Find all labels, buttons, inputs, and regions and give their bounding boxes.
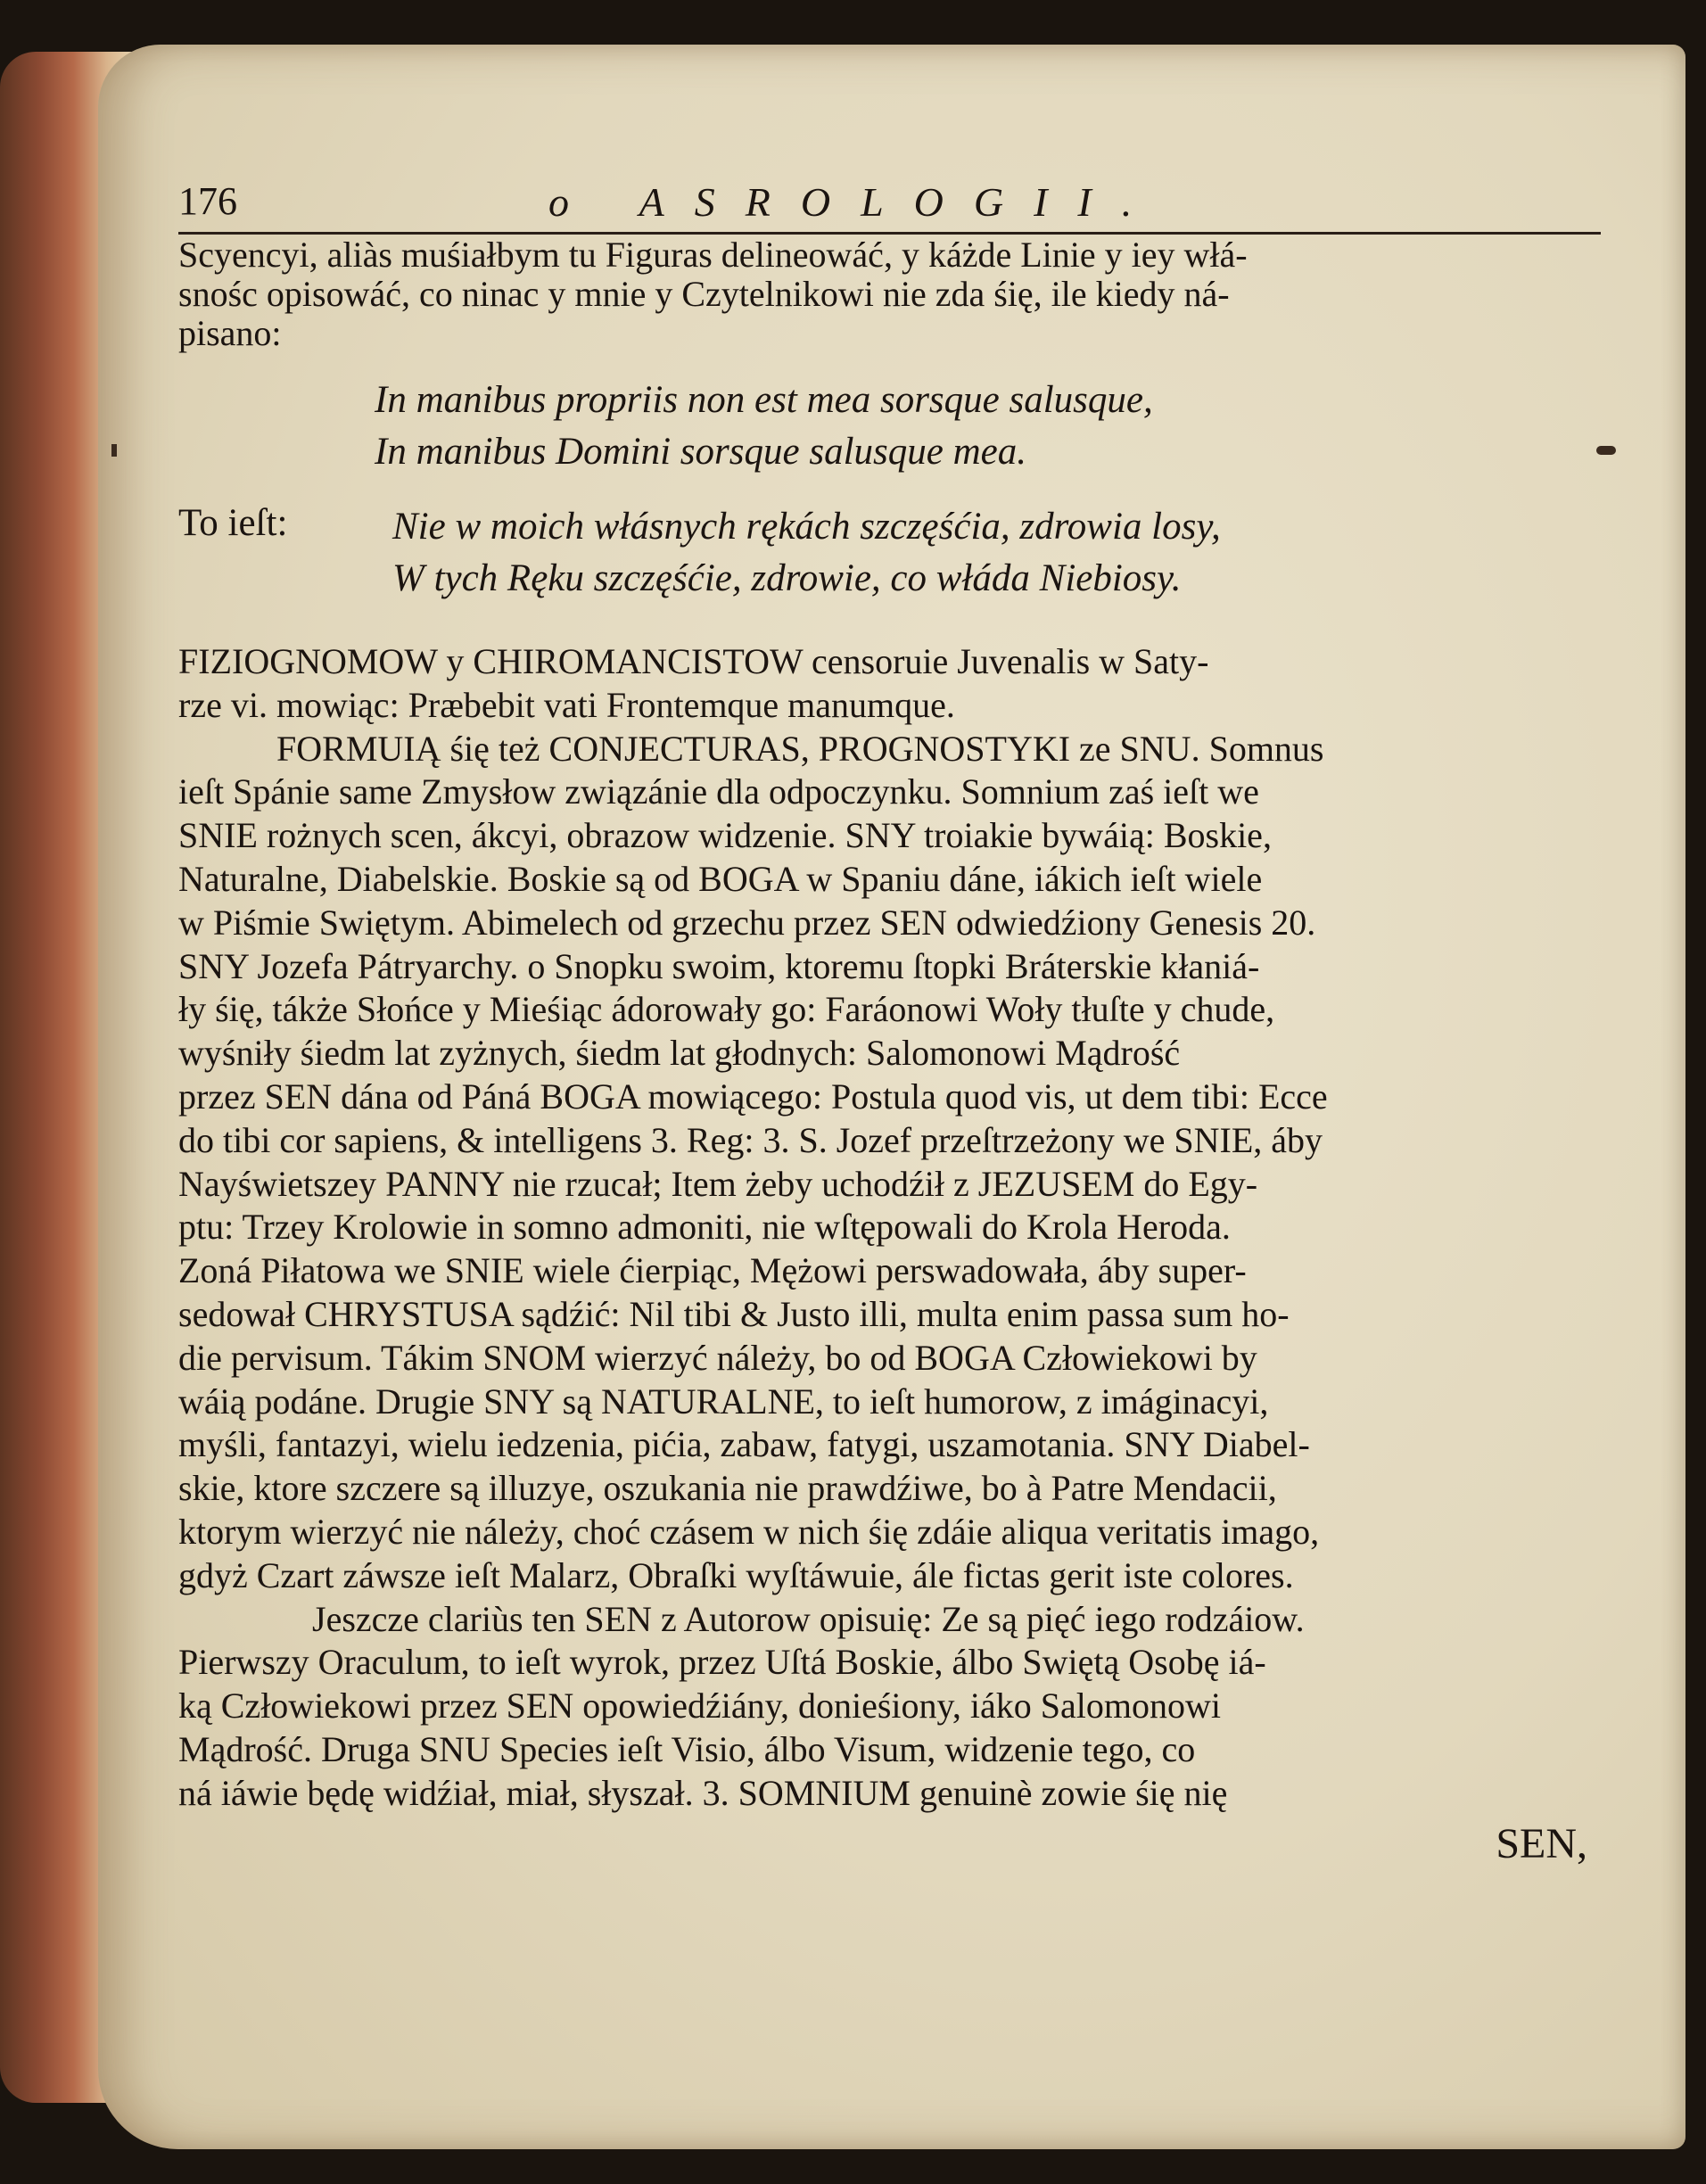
text-line: sedował CHRYSTUSA sądźić: Nil tibi & Justo illi, multa enim passa sum ho-	[178, 1293, 1290, 1334]
text-line: ptu: Trzey Krolowie in somno admoniti, nie wſtępowali do Krola Heroda.	[178, 1207, 1231, 1248]
text-line: wáią podáne. Drugie SNY są NATURALNE, to ieſt humorow, z imáginacyi,	[178, 1380, 1269, 1422]
latin-verse	[375, 375, 1605, 478]
verse-line: In manibus propriis non est mea sorsque salusque,	[375, 379, 1153, 421]
text-line: Jeszcze clariùs ten SEN z Autorow opisuię: Ze są pięć iego rodzáiow.	[312, 1598, 1305, 1639]
text-line: SNY Jozefa Pátryarchy. o Snopku swoim, ktoremu ſtopki Bráterskie kłaniá-	[178, 945, 1260, 986]
page-content	[178, 178, 1605, 1912]
verse-line: W tych Ręku szczęśćie, zdrowie, co włáda Niebiosy.	[392, 557, 1182, 599]
text-line: ktorym wierzyć nie náleży, choć czásem w nich śię zdáie aliqua veritatis imago,	[178, 1511, 1320, 1552]
polish-verse	[178, 501, 1605, 605]
text-line: FIZIOGNOMOW y CHIROMANCISTOW censoruie Juvenalis w Saty-	[178, 641, 1209, 681]
text-line: Zoná Piłatowa we SNIE wiele ćierpiąc, Mężowi perswadowała, áby super-	[178, 1250, 1247, 1291]
text-line: SNIE rożnych scen, ákcyi, obrazow widzenie. SNY troiakie bywáią: Boskie,	[178, 815, 1272, 856]
running-title: o ASROLOGII.	[548, 179, 1163, 225]
text-line: skie, ktore szczere są illuzye, oszukania nie prawdźiwe, bo à Patre Mendacii,	[178, 1468, 1277, 1509]
text-line: do tibi cor sapiens, & intelligens 3. Reg: 3. S. Jozef przeſtrzeżony we SNIE, áby	[178, 1119, 1323, 1160]
text-line: die pervisum. Tákim SNOM wierzyć náleży, bo od BOGA Człowiekowi by	[178, 1337, 1257, 1378]
text-line: w Piśmie Swiętym. Abimelech od grzechu przez SEN odwiedźiony Genesis 20.	[178, 902, 1316, 943]
text-line: ką Człowiekowi przez SEN opowiedźiány, donieśiony, iáko Salomonowi	[178, 1685, 1222, 1727]
text-line: przez SEN dána od Páná BOGA mowiącego: Postula quod vis, ut dem tibi: Ecce	[178, 1076, 1328, 1117]
text-line: Pierwszy Oraculum, to ieſt wyrok, przez Uſtá Boskie, álbo Swiętą Osobę iá-	[178, 1642, 1266, 1683]
text-line: ieſt Spánie same Zmysłow związánie dla odpoczynku. Somnium zaś ieſt we	[178, 771, 1259, 812]
text-line: ły śię, tákże Słońce y Mieśiąc ádorowały go: Faráonowi Woły tłuſte y chude,	[178, 989, 1275, 1030]
text-line: FORMUIĄ śię też CONJECTURAS, PROGNOSTYKI ze SNU. Somnus	[276, 728, 1324, 769]
text-line: gdyż Czart záwsze ieſt Malarz, Obraſki wyſtáwuie, ále fictas gerit iste colores.	[178, 1554, 1294, 1595]
verse-line: In manibus Domini sorsque salusque mea.	[375, 431, 1026, 473]
header-rule	[178, 232, 1601, 235]
text-line: snośc opisowáć, co ninac y mnie y Czytelnikowi nie zda śię, ile kiedy ná-	[178, 274, 1230, 314]
catchword: SEN,	[1496, 1819, 1587, 1867]
text-line: pisano:	[178, 313, 282, 353]
verse-line: Nie w moich włásnych rękách szczęśćia, zdrowia losy,	[392, 506, 1221, 548]
text-line: myśli, fantazyi, wielu iedzenia, pićia, zabaw, fatygi, uszamotania. SNY Diabel-	[178, 1424, 1310, 1465]
text-line: Naturalne, Diabelskie. Boskie są od BOGA w Spaniu dáne, iákich ieſt wiele	[178, 858, 1263, 899]
text-line: Mądrość. Druga SNU Species ieſt Visio, álbo Visum, widzenie tego, co	[178, 1728, 1196, 1769]
page-number: 176	[178, 179, 237, 223]
ink-mark-right	[1596, 446, 1616, 455]
body-text	[178, 640, 1605, 1869]
intro-paragraph	[178, 235, 1605, 353]
text-line: rze vi. mowiąc: Præbebit vati Frontemque manumque.	[178, 684, 955, 725]
to-iest-label: To ieſt:	[178, 502, 288, 544]
ink-mark-left	[111, 444, 117, 457]
text-line: Scyencyi, aliàs muśiałbym tu Figuras delineowáć, y káżde Linie y iey włá-	[178, 235, 1248, 275]
text-line: wyśniły śiedm lat zyżnych, śiedm lat głodnych: Salomonowi Mądrość	[178, 1033, 1181, 1074]
page-header	[178, 178, 1605, 235]
text-line: Nayświetszey PANNY nie rzucał; Item żeby uchodźił z JEZUSEM do Egy-	[178, 1163, 1258, 1204]
text-line: ná iáwie będę widźiał, miał, słyszał. 3. SOMNIUM genuinè zowie śię nię	[178, 1772, 1228, 1813]
